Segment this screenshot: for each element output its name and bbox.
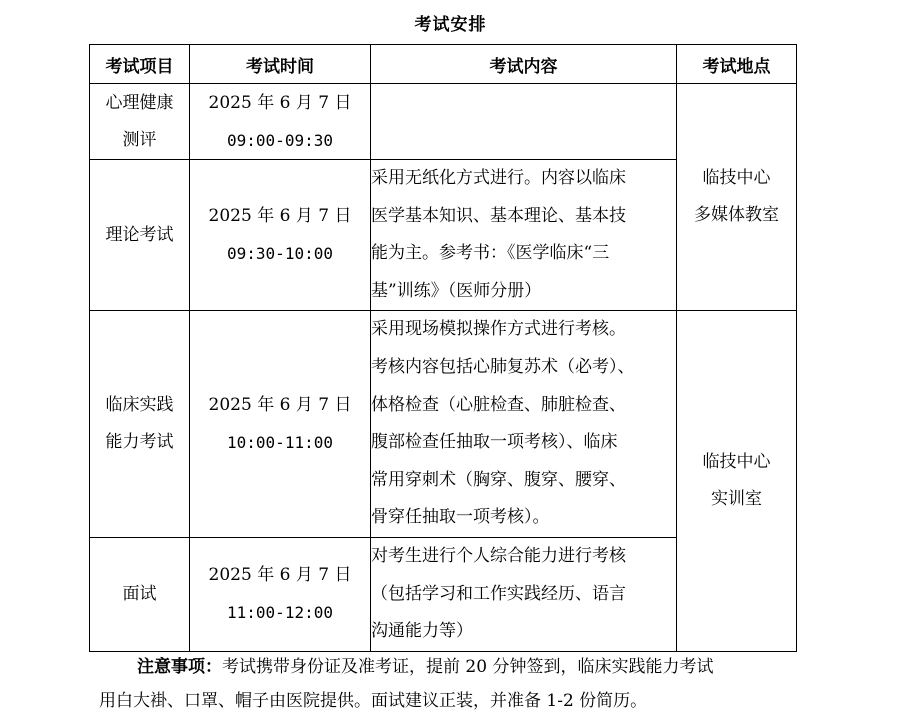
exam-time: 2025 年 6 月 7 日 11:00-12:00: [190, 537, 371, 651]
exam-content: 采用现场模拟操作方式进行考核。 考核内容包括心肺复苏术（必考）、 体格检查（心脏检查、肺脏检查、 腹部检查任抽取一项考核）、临床 常用穿刺术（胸穿、腹穿、腰穿、 骨穿任抽取一项考核）。: [371, 311, 677, 538]
notes-section: [99, 650, 799, 718]
header-time: 考试时间: [190, 45, 371, 84]
exam-item: 理论考试: [90, 160, 190, 311]
exam-item: 心理健康 测评: [90, 84, 190, 160]
exam-content: 采用无纸化方式进行。内容以临床 医学基本知识、基本理论、基本技 能为主。参考书：《医学临床“三 基”训练》（医师分册）: [371, 160, 677, 311]
header-content: 考试内容: [371, 45, 677, 84]
table-row: [90, 311, 797, 538]
notes-line-1: [99, 650, 799, 684]
exam-location: 临技中心 多媒体教室: [677, 84, 797, 311]
notes-text-1: 考试携带身份证及准考证，提前 20 分钟签到，临床实践能力考试: [222, 657, 714, 677]
exam-content: 对考生进行个人综合能力进行考核 （包括学习和工作实践经历、语言 沟通能力等）: [371, 537, 677, 651]
exam-time: 2025 年 6 月 7 日 10:00-11:00: [190, 311, 371, 538]
exam-item: 临床实践 能力考试: [90, 311, 190, 538]
notes-label: 注意事项：: [137, 657, 222, 677]
header-item: 考试项目: [90, 45, 190, 84]
page-title: 考试安排: [414, 15, 487, 35]
exam-content: [371, 84, 677, 160]
exam-time: 2025 年 6 月 7 日 09:30-10:00: [190, 160, 371, 311]
notes-line-2: 用白大褂、口罩、帽子由医院提供。面试建议正装，并准备 1-2 份简历。: [99, 691, 648, 711]
table-row: [90, 84, 797, 160]
exam-item: 面试: [90, 537, 190, 651]
exam-schedule-table: [89, 44, 797, 652]
header-location: 考试地点: [677, 45, 797, 84]
table-header-row: [90, 45, 797, 84]
exam-time: 2025 年 6 月 7 日 09:00-09:30: [190, 84, 371, 160]
exam-location: 临技中心 实训室: [677, 311, 797, 651]
